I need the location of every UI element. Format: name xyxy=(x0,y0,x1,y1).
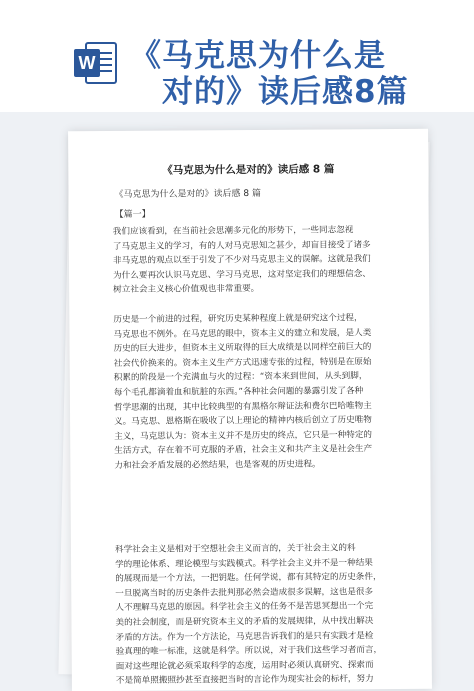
text-line: 积累的阶段是一个充满血与火的过程：“资本来到世间，从头到脚， xyxy=(113,371,368,384)
document-subtitle: 《马克思为什么是对的》读后感 8 篇 xyxy=(114,188,261,200)
part-label: 【篇一】 xyxy=(114,209,151,220)
text-line: 科学社会主义是相对于空想社会主义而言的，关于社会主义的科 xyxy=(114,543,356,555)
logo-letter: W xyxy=(78,53,96,73)
text-line: 义。马克思、恩格斯在吸收了以上理论的精神内核后创立了历史唯物 xyxy=(114,415,372,428)
text-line: 马克思也不例外。在马克思的眼中，资本主义的建立和发展，是人类 xyxy=(113,327,372,340)
text-line: 学的理论体系、理论模型与实践模式。科学社会主义并不是一种结果 xyxy=(115,557,373,570)
text-line: 面对这些理论就必须采取科学的态度，运用时必须认真研究、探索而 xyxy=(115,659,374,672)
text-line: 的展现而是一个方法，一把钥匙。任何学说，都有其特定的历史条件， xyxy=(115,572,382,585)
text-line: 我们应该看到，在当前社会思潮多元化的形势下，一些同志忽视 xyxy=(112,225,354,237)
text-line: 哲学思潮的出现，其中比较典型的有黑格尔辩证法和费尔巴哈唯物主 xyxy=(113,400,372,413)
text-line: 不是简单照搬照抄甚至直接把当时的言论作为现实社会的标杆，努力 xyxy=(115,674,374,687)
text-line: 社会代价换来的。资本主义生产方式迅速专张的过程，特别是在原始 xyxy=(113,356,372,369)
text-line: 非马克思的观点以至于引发了不少对马克思主义的误解。这就是我们 xyxy=(112,254,371,267)
text-line: 人不理解马克思的原因。科学社会主义的任务不是苦思冥想出一个完 xyxy=(115,601,374,614)
text-line: 历史是一个前进的过程，研究历史某种程度上就是研究这个过程， xyxy=(113,313,363,325)
text-line: 力和社会矛盾发展的必然结果，也是客观的历史进程。 xyxy=(114,459,321,471)
document-title: 《马克思为什么是对的》读后感 8 篇 xyxy=(162,163,335,177)
text-line: 树立社会主义核心价值观也非常重要。 xyxy=(113,284,260,296)
banner xyxy=(0,0,474,112)
paragraph-1 xyxy=(113,223,390,298)
text-line: 了马克思主义的学习，有的人对马克思知之甚少，却盲目接受了诸多 xyxy=(112,239,371,252)
text-line: 历史的巨大进步，但资本主义所取得的巨大成绩是以同样空前巨大的 xyxy=(113,342,372,355)
banner-title-line2: 对的》读后感8篇 xyxy=(162,74,409,110)
text-line: 主义，马克思认为：资本主义并不是历史的终点，它只是一种特定的 xyxy=(114,429,373,442)
banner-title-line1: 《马克思为什么是 xyxy=(130,38,386,74)
paragraph-3 xyxy=(115,541,392,689)
paragraph-2 xyxy=(113,311,390,473)
document-page xyxy=(68,129,432,691)
text-line: 为什么要再次认识马克思、学习马克思，这对坚定我们的理想信念、 xyxy=(113,268,371,281)
text-line: 生活方式，存在着不可克服的矛盾，社会主义和共产主义是社会生产 xyxy=(114,444,373,457)
word-document-icon xyxy=(72,40,118,86)
text-line: 一旦脱离当时的历史条件去批判那必然会造成很多误解，这也是很多 xyxy=(115,586,374,599)
text-line: 验真理的唯一标准，这就是科学。所以说，对于我们这些学习者而言， xyxy=(115,645,383,658)
text-line: 每个毛孔都滴着血和肮脏的东西。”各种社会问题的暴露引发了各种 xyxy=(113,386,364,398)
text-line: 矛盾的方法。作为一个方法论，马克思告诉我们的是只有实践才是检 xyxy=(115,630,374,643)
text-line: 美的社会制度，而是研究资本主义的矛盾的发展规律，从中找出解决 xyxy=(115,616,374,628)
